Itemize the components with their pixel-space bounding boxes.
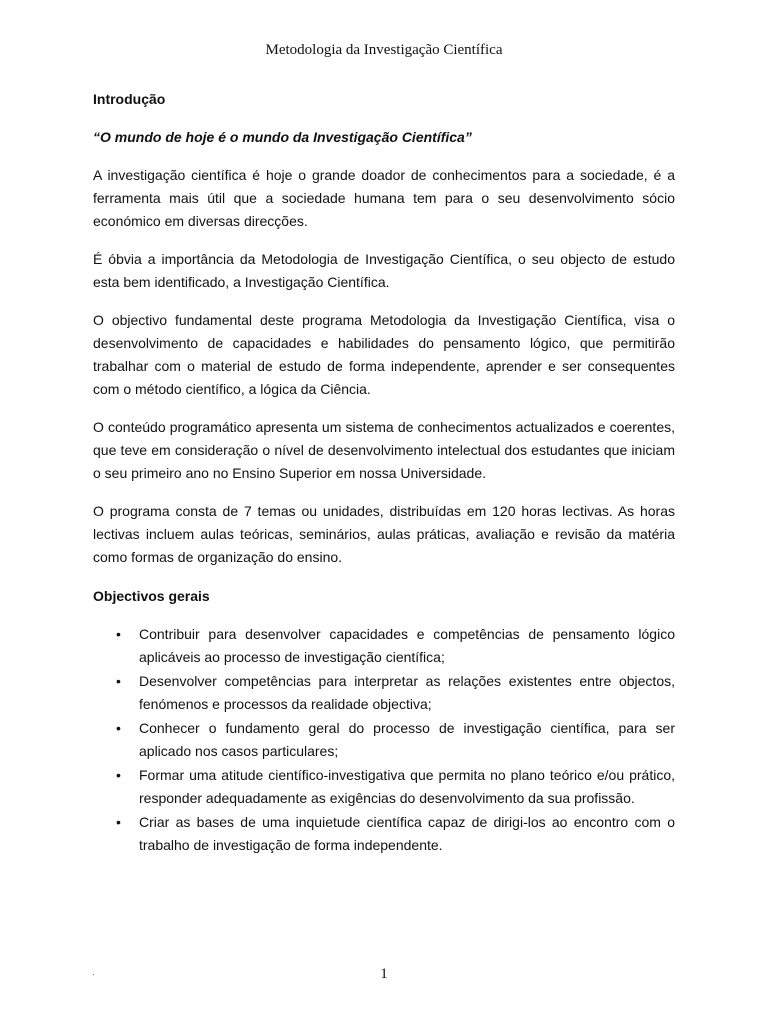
bullet-icon: •	[116, 673, 121, 689]
list-item-text: Desenvolver competências para interpretar as relações existentes entre objectos, fenómenos e processos da realidade objectiva;	[139, 673, 675, 712]
page-number: 1	[380, 966, 388, 982]
page-content	[93, 88, 675, 858]
paragraph: A investigação científica é hoje o grande doador de conhecimentos para a sociedade, é a ferramenta mais útil que a sociedade humana tem para o seu desenvolvimento sócio económico em diversas direcções.	[93, 167, 675, 229]
list-item-text: Contribuir para desenvolver capacidades e competências de pensamento lógico aplicáveis ao processo de investigação científica;	[139, 626, 675, 665]
list-item	[93, 764, 675, 810]
bullet-icon: •	[116, 720, 121, 736]
list-item-text: Criar as bases de uma inquietude científica capaz de dirigi-los ao encontro com o trabalho de investigação de forma independente.	[139, 814, 675, 853]
list-item	[93, 623, 675, 669]
paragraph: O programa consta de 7 temas ou unidades, distribuídas em 120 horas lectivas. As horas lectivas incluem aulas teóricas, seminários, aulas práticas, avaliação e revisão da matéria como formas de organização do ensino.	[93, 503, 675, 565]
list-item-text: Formar uma atitude científico-investigativa que permita no plano teórico e/ou prático, responder adequadamente as exigências do desenvolvimento da sua profissão.	[139, 767, 675, 806]
paragraph: O conteúdo programático apresenta um sistema de conhecimentos actualizados e coerentes, que teve em consideração o nível de desenvolvimento intelectual dos estudantes que iniciam o seu primeiro ano no Ensino Superior em nossa Universidade.	[93, 419, 675, 481]
epigraph-quote: “O mundo de hoje é o mundo da Investigação Científica”	[93, 129, 472, 145]
bullet-icon: •	[116, 767, 121, 783]
list-item-text: Conhecer o fundamento geral do processo de investigação científica, para ser aplicado nos casos particulares;	[139, 720, 675, 759]
list-item	[93, 811, 675, 857]
paragraph: O objectivo fundamental deste programa Metodologia da Investigação Científica, visa o desenvolvimento de capacidades e habilidades do pensamento lógico, que permitirão trabalhar com o material de estudo de forma independente, aprender e ser consequentes com o método científico, a lógica da Ciência.	[93, 312, 675, 397]
list-item	[93, 717, 675, 763]
section-heading-introducao: Introdução	[93, 91, 166, 107]
objectives-list	[93, 623, 675, 857]
footer-mark: ·	[92, 970, 95, 979]
section-heading-objectivos: Objectivos gerais	[93, 588, 210, 604]
bullet-icon: •	[116, 814, 121, 830]
list-item	[93, 670, 675, 716]
running-header: Metodologia da Investigação Científica	[265, 42, 503, 58]
paragraph: É óbvia a importância da Metodologia de Investigação Científica, o seu objecto de estudo esta bem identificado, a Investigação Científica.	[93, 251, 675, 290]
bullet-icon: •	[116, 626, 121, 642]
